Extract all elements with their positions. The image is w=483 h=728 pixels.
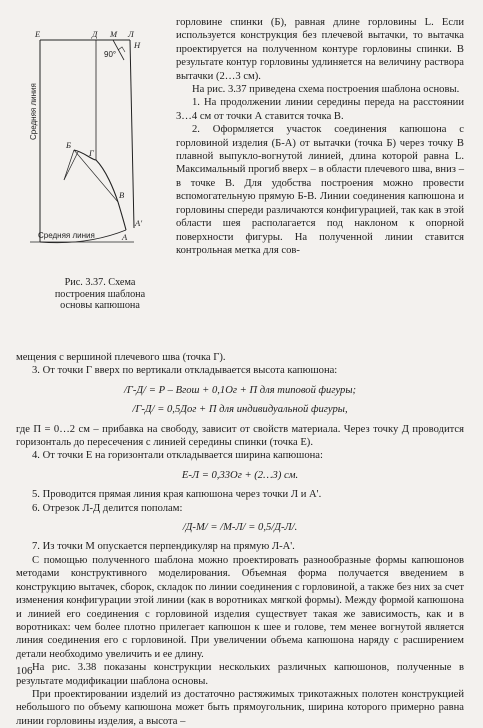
step-6: 6. Отрезок Л-Д делится пополам: [32, 502, 183, 514]
step-7: 7. Из точки М опускается перпендикуляр на прямую Л-А'. [32, 541, 295, 553]
dart-line-1 [64, 150, 74, 180]
paragraph: мещения с вершиной плечевого шва (точка Г). [16, 352, 226, 363]
main-text [16, 351, 464, 728]
label-v: В [119, 190, 125, 200]
right-column-text [176, 16, 464, 257]
hood-edge-line [130, 40, 134, 228]
label-d: Д [92, 30, 98, 39]
formula-typical: /Г-Д/ = Р – Вгош + 0,1Ог + П для типовой фигуры; [123, 384, 357, 396]
page-number: 106 [16, 665, 33, 677]
paragraph: где П = 0…2 см – прибавка на свободу, зависит от свойств материала. Через точку Д проводится горизонталь до пересечения с линией середины спинки (точка Е). [16, 423, 464, 449]
paragraph: С помощью полученного шаблона можно проектировать разнообразные формы капюшонов методами конструктивного моделирования. Объемная форма получается введением в конструкцию вытачек, сборок, складок по линии соединения с горловиной, а также без них за счет изменения конфигурации этой линии (как в воротниках мягкой формы). Между формой капюшона и линией его соединения с горловиной изделия существует такая же зависимость, как и в воротниках: чем более плотно прилегает капюшон к шее и голове, тем менее вогнутой является линия соединения его с горловиной. При увеличении объема капюшона наряду с расширением детали необходимо увеличить и ее длину. [16, 554, 464, 660]
paragraph: При проектировании изделий из достаточно растяжимых трикотажных полотен конструкцией небольшого по объему капюшона может быть прямоугольник, ширина которого примерно равна линии горловины изделия, а высота – [16, 688, 464, 727]
paragraph: На рис. 3.37 приведена схема построения шаблона основы. [192, 84, 460, 96]
step-5: 5. Проводится прямая линия края капюшона через точки Л и А'. [32, 489, 322, 501]
label-n: Н [134, 40, 141, 50]
label-g: Г [89, 148, 94, 158]
label-a-prime: А' [135, 218, 143, 228]
formula-half: /Д-М/ = /М-Л/ = 0,5/Д-Л/. [182, 522, 298, 534]
paragraph: 2. Оформляется участок соединения капюшона с горловиной изделия (Б-А) от вытачки (точка Б) через точку В плавной выпукло-вогнутой линией, длина которой равна L. Максимальный прогиб вверх – в области плечевого шва, вниз – в точке В. Для удобства построения можно провести вспомогательную прямую Б-В. Линии соединения капюшона и горловины спереди различаются конфигурацией, так как в этой области шея располагается под наклоном к опорной поверхности фигуры. На полученной линии ставится контрольная метка для сов- [176, 124, 464, 256]
label-b: Б [66, 140, 72, 150]
hood-pattern-figure [26, 30, 143, 300]
hood-pattern-diagram [26, 30, 146, 280]
label-e: Е [35, 30, 41, 39]
figure-caption: Рис. 3.37. Схема построения шаблона основы капюшона [54, 277, 146, 311]
paragraph: На рис. 3.38 показаны конструкции нескольких различных капюшонов, полученные в результате модификации шаблона основы. [16, 662, 464, 687]
formula-individual: /Г-Д/ = 0,5Дог + П для индивидуальной фигуры, [132, 404, 348, 416]
dart-line-2 [64, 152, 78, 180]
step-4: 4. От точки Е на горизонтали откладывается ширина капюшона: [32, 450, 323, 462]
step-3: 3. От точки Г вверх по вертикали откладывается высота капюшона: [32, 365, 338, 377]
label-middle-line-bottom: Средняя линия [38, 231, 95, 240]
paragraph: 1. На продолжении линии середины переда на расстоянии 3…4 см от точки А ставится точка В. [176, 97, 464, 122]
label-angle: 90° [104, 50, 117, 59]
paragraph: горловине спинки (Б), равная длине горловины L. Если используется конструкция без плечевой вытачки, то вытачка проектируется на полученном контуре горловины спинки. В результате контур горловины удлиняется на величину раствора вытачки (2…3 см). [176, 17, 464, 82]
label-a: А [122, 232, 128, 242]
label-m: М [110, 30, 118, 39]
label-middle-line-vertical: Средняя линия [29, 83, 38, 140]
formula-width: Е-Л = 0,33Ог + (2…3) см. [181, 469, 299, 481]
label-l: Л [128, 30, 134, 39]
